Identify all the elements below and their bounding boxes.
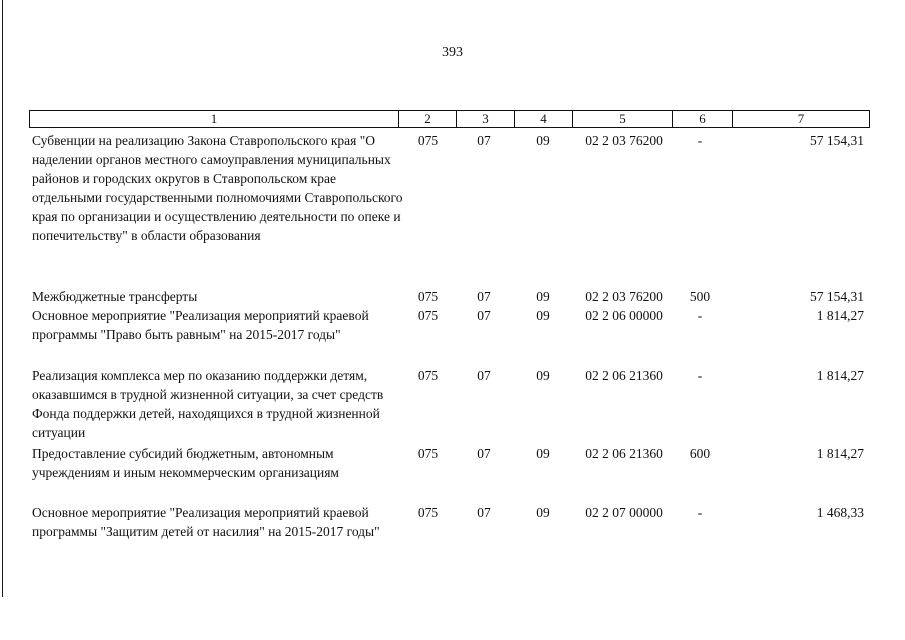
row-subsection-code: 09: [536, 505, 550, 520]
column-header-1: 1: [30, 111, 399, 127]
row-target-code: 02 2 06 21360: [585, 446, 663, 461]
row-name: Основное мероприятие "Реализация мероприятий краевой программы "Право быть равным" на 2015-2017 годы": [32, 308, 369, 342]
row-section-code: 07: [477, 133, 491, 148]
row-target-code: 02 2 06 21360: [585, 368, 663, 383]
row-expense-type: -: [697, 368, 703, 383]
row-name: Межбюджетные трансферты: [32, 289, 198, 304]
row-expense-type: 500: [689, 289, 711, 304]
row-section-code: 07: [477, 446, 491, 461]
row-section-code: 07: [477, 289, 491, 304]
row-target-code: 02 2 03 76200: [585, 289, 663, 304]
row-expense-type: -: [697, 505, 703, 520]
row-ved-code: 075: [417, 505, 439, 520]
row-name: Основное мероприятие "Реализация мероприятий краевой программы "Защитим детей от насилия" на 2015-2017 годы": [32, 505, 380, 539]
row-target-code: 02 2 07 00000: [585, 505, 663, 520]
row-expense-type: 600: [689, 446, 711, 461]
row-target-code: 02 2 06 00000: [585, 308, 663, 323]
row-ved-code: 075: [417, 308, 439, 323]
column-header-4: 4: [515, 111, 573, 127]
row-subsection-code: 09: [536, 446, 550, 461]
row-section-code: 07: [477, 368, 491, 383]
row-ved-code: 075: [417, 289, 439, 304]
row-name: Субвенции на реализацию Закона Ставропольского края "О наделении органов местного самоуправления муниципальных районов и городских округов в Ставропольском крае отдельными государственными полномочиями Ставропольского края по организации и осуществлению деятельности по опеке и попечительству" в области образования: [32, 133, 403, 243]
scan-edge-line: [2, 0, 3, 597]
row-amount: 57 154,31: [810, 133, 864, 148]
row-subsection-code: 09: [536, 133, 550, 148]
table-header-row: [29, 110, 870, 128]
row-name: Реализация комплекса мер по оказанию поддержки детям, оказавшимся в трудной жизненной ситуации, за счет средств Фонда поддержки детей, находящихся в трудной жизненной ситуации: [32, 368, 384, 440]
row-target-code: 02 2 03 76200: [585, 133, 663, 148]
row-amount: 1 814,27: [816, 308, 864, 323]
row-expense-type: -: [697, 308, 703, 323]
row-subsection-code: 09: [536, 368, 550, 383]
column-header-2: 2: [399, 111, 457, 127]
row-section-code: 07: [477, 308, 491, 323]
row-subsection-code: 09: [536, 289, 550, 304]
row-ved-code: 075: [417, 368, 439, 383]
row-amount: 1 468,33: [816, 505, 864, 520]
row-amount: 1 814,27: [816, 446, 864, 461]
column-header-3: 3: [457, 111, 515, 127]
row-expense-type: -: [697, 133, 703, 148]
page-number: 393: [442, 45, 463, 60]
column-header-6: 6: [673, 111, 733, 127]
row-amount: 1 814,27: [816, 368, 864, 383]
row-name: Предоставление субсидий бюджетным, автономным учреждениям и иным некоммерческим организациям: [32, 446, 339, 480]
row-ved-code: 075: [417, 133, 439, 148]
column-header-5: 5: [573, 111, 673, 127]
row-subsection-code: 09: [536, 308, 550, 323]
column-header-7: 7: [797, 111, 805, 126]
row-amount: 57 154,31: [810, 289, 864, 304]
row-section-code: 07: [477, 505, 491, 520]
row-ved-code: 075: [417, 446, 439, 461]
